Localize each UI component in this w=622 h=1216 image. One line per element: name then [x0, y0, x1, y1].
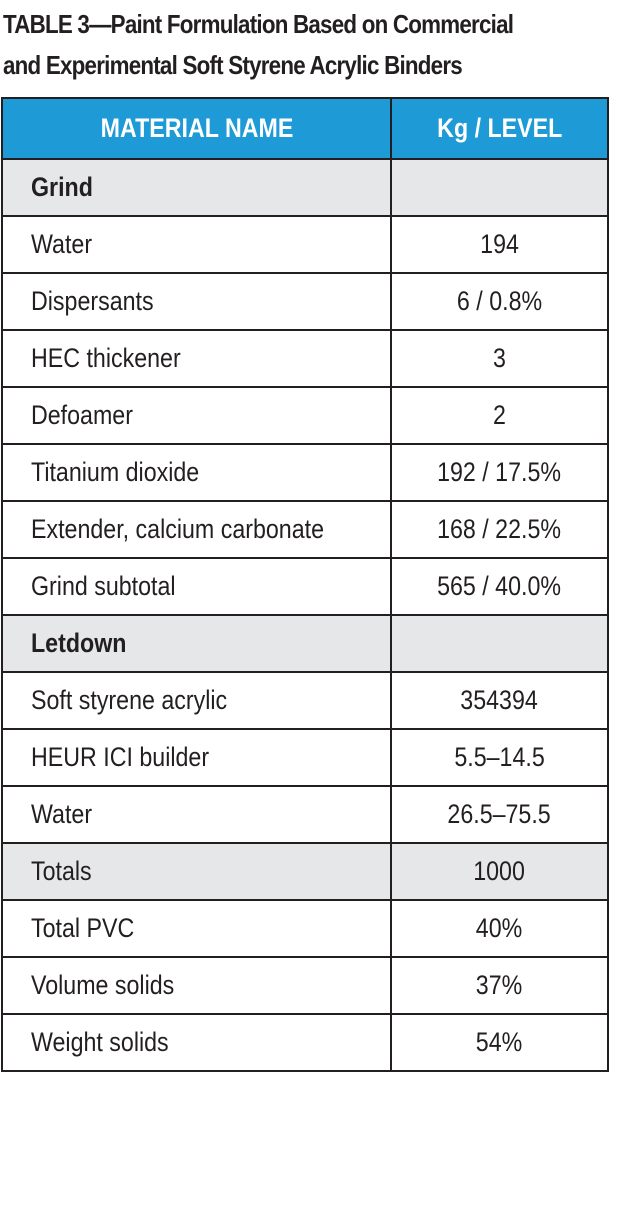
kg-level-cell: 37% [391, 957, 608, 1014]
table-row [2, 330, 608, 387]
table-row [2, 501, 608, 558]
table-row [2, 273, 608, 330]
material-name-cell: Defoamer [2, 387, 391, 444]
kg-level-cell: 2 [391, 387, 608, 444]
table-row [2, 843, 608, 900]
material-name-cell: Titanium dioxide [2, 444, 391, 501]
kg-level-cell: 54% [391, 1014, 608, 1071]
table-caption-line-1: TABLE 3—Paint Formulation Based on Commercial [3, 9, 514, 39]
kg-level-cell: 3 [391, 330, 608, 387]
kg-level-cell: 5.5–14.5 [391, 729, 608, 786]
material-name-cell: Water [2, 216, 391, 273]
table-row [2, 729, 608, 786]
table-body [2, 159, 608, 1071]
material-name-cell: Soft styrene acrylic [2, 672, 391, 729]
table-row [2, 900, 608, 957]
table-row [2, 786, 608, 843]
material-name-cell: Extender, calcium carbonate [2, 501, 391, 558]
header-material-name: MATERIAL NAME [2, 98, 391, 159]
material-name-cell: Weight solids [2, 1014, 391, 1071]
kg-level-cell: 194 [391, 216, 608, 273]
material-name-cell: HEC thickener [2, 330, 391, 387]
table-section-row [2, 159, 608, 216]
kg-level-cell: 354394 [391, 672, 608, 729]
material-name-cell: Volume solids [2, 957, 391, 1014]
material-name-cell: Totals [2, 843, 391, 900]
kg-level-cell: 6 / 0.8% [391, 273, 608, 330]
material-name-cell: Letdown [2, 615, 391, 672]
table-section-row [2, 615, 608, 672]
table-row [2, 387, 608, 444]
table-row [2, 216, 608, 273]
table-row [2, 1014, 608, 1071]
material-name-cell: Dispersants [2, 273, 391, 330]
table-row [2, 957, 608, 1014]
table-row [2, 672, 608, 729]
material-name-cell: Grind subtotal [2, 558, 391, 615]
formulation-table [1, 97, 609, 1072]
material-name-cell: HEUR ICI builder [2, 729, 391, 786]
kg-level-cell: 192 / 17.5% [391, 444, 608, 501]
material-name-cell: Grind [2, 159, 391, 216]
table-row [2, 444, 608, 501]
table-caption [3, 4, 533, 86]
table-header-row [2, 98, 608, 159]
table-caption-line-2: and Experimental Soft Styrene Acrylic Binders [3, 50, 462, 80]
table-row [2, 558, 608, 615]
kg-level-cell: 40% [391, 900, 608, 957]
kg-level-cell [391, 615, 608, 672]
kg-level-cell: 26.5–75.5 [391, 786, 608, 843]
kg-level-cell [391, 159, 608, 216]
kg-level-cell: 1000 [391, 843, 608, 900]
kg-level-cell: 565 / 40.0% [391, 558, 608, 615]
material-name-cell: Water [2, 786, 391, 843]
header-kg-level: Kg / LEVEL [391, 98, 608, 159]
material-name-cell: Total PVC [2, 900, 391, 957]
kg-level-cell: 168 / 22.5% [391, 501, 608, 558]
